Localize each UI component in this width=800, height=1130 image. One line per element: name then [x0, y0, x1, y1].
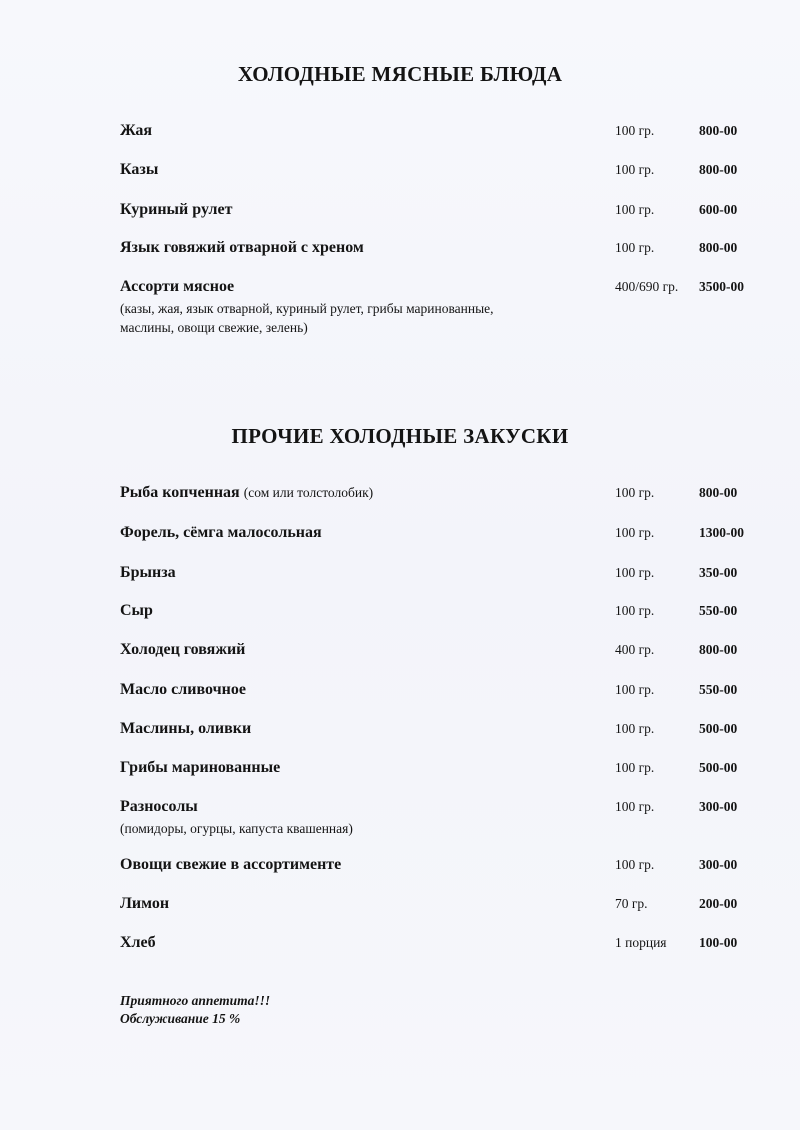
menu-item [0, 759, 800, 799]
item-name: Овощи свежие в ассортименте [120, 856, 342, 873]
item-description-line: (помидоры, огурцы, капуста квашенная) [120, 821, 353, 836]
item-portion: 100 гр. [615, 240, 655, 255]
item-portion: 100 гр. [615, 525, 655, 540]
item-portion: 100 гр. [615, 682, 655, 697]
item-name: Масло сливочное [120, 681, 246, 698]
item-name: Холодец говяжий [120, 641, 246, 658]
item-price: 600-00 [699, 202, 738, 217]
menu-item [0, 278, 800, 338]
item-price: 800-00 [699, 240, 738, 255]
item-price: 500-00 [699, 721, 738, 736]
menu-item [0, 122, 800, 162]
item-description-line: (казы, жая, язык отварной, куриный рулет, грибы маринованные, [120, 301, 494, 316]
item-price: 300-00 [699, 799, 738, 814]
item-portion: 400 гр. [615, 642, 655, 657]
item-portion: 100 гр. [615, 799, 655, 814]
menu-item [0, 934, 800, 974]
footer-greeting: Приятного аппетита!!! [120, 993, 271, 1008]
menu-item [0, 602, 800, 642]
item-price: 3500-00 [699, 279, 744, 294]
item-price: 800-00 [699, 485, 738, 500]
item-name [120, 484, 373, 502]
item-price: 550-00 [699, 603, 738, 618]
item-name: Ассорти мясное [120, 278, 235, 295]
menu-item [0, 895, 800, 935]
menu-item [0, 641, 800, 681]
item-portion: 100 гр. [615, 721, 655, 736]
item-description [120, 299, 590, 337]
item-name: Жая [120, 122, 153, 139]
item-portion: 100 гр. [615, 603, 655, 618]
item-name: Лимон [120, 895, 170, 912]
menu-item [0, 564, 800, 604]
item-description-line: маслины, овощи свежие, зелень) [120, 320, 308, 335]
item-price: 800-00 [699, 162, 738, 177]
item-price: 800-00 [699, 642, 738, 657]
menu-item [0, 239, 800, 279]
item-name: Маслины, оливки [120, 720, 252, 737]
item-price: 200-00 [699, 896, 738, 911]
menu-item [0, 720, 800, 760]
item-portion: 70 гр. [615, 896, 648, 911]
item-price: 550-00 [699, 682, 738, 697]
item-price: 100-00 [699, 935, 738, 950]
menu-item [0, 798, 800, 842]
menu-item [0, 856, 800, 896]
item-portion: 100 гр. [615, 565, 655, 580]
item-price: 500-00 [699, 760, 738, 775]
item-portion: 100 гр. [615, 202, 655, 217]
menu-item [0, 681, 800, 721]
item-name: Разносолы [120, 798, 198, 815]
menu-item [0, 524, 800, 564]
section-title-other-cold: ПРОЧИЕ ХОЛОДНЫЕ ЗАКУСКИ [231, 424, 569, 448]
item-name: Брынза [120, 564, 176, 581]
item-name: Хлеб [120, 934, 156, 951]
item-price: 800-00 [699, 123, 738, 138]
item-portion: 100 гр. [615, 760, 655, 775]
menu-item [0, 161, 800, 201]
item-price: 350-00 [699, 565, 738, 580]
item-name-text: Рыба копченная [120, 484, 240, 501]
menu-item [0, 201, 800, 241]
item-portion: 100 гр. [615, 162, 655, 177]
footer-note [120, 992, 270, 1028]
menu-item [0, 484, 800, 524]
item-portion: 400/690 гр. [615, 279, 679, 294]
item-price: 300-00 [699, 857, 738, 872]
item-name: Форель, сёмга малосольная [120, 524, 322, 541]
item-portion: 100 гр. [615, 857, 655, 872]
item-portion: 1 порция [615, 935, 667, 950]
item-name: Сыр [120, 602, 153, 619]
item-name: Язык говяжий отварной с хреном [120, 239, 364, 256]
item-portion: 100 гр. [615, 123, 655, 138]
item-portion: 100 гр. [615, 485, 655, 500]
item-name: Грибы маринованные [120, 759, 281, 776]
item-description [120, 819, 590, 838]
item-name: Казы [120, 161, 159, 178]
item-name: Куриный рулет [120, 201, 233, 218]
item-note: (сом или толстолобик) [243, 485, 374, 500]
section-title-cold-meat: ХОЛОДНЫЕ МЯСНЫЕ БЛЮДА [237, 62, 563, 86]
item-price: 1300-00 [699, 525, 744, 540]
footer-service-charge: Обслуживание 15 % [120, 1011, 241, 1026]
